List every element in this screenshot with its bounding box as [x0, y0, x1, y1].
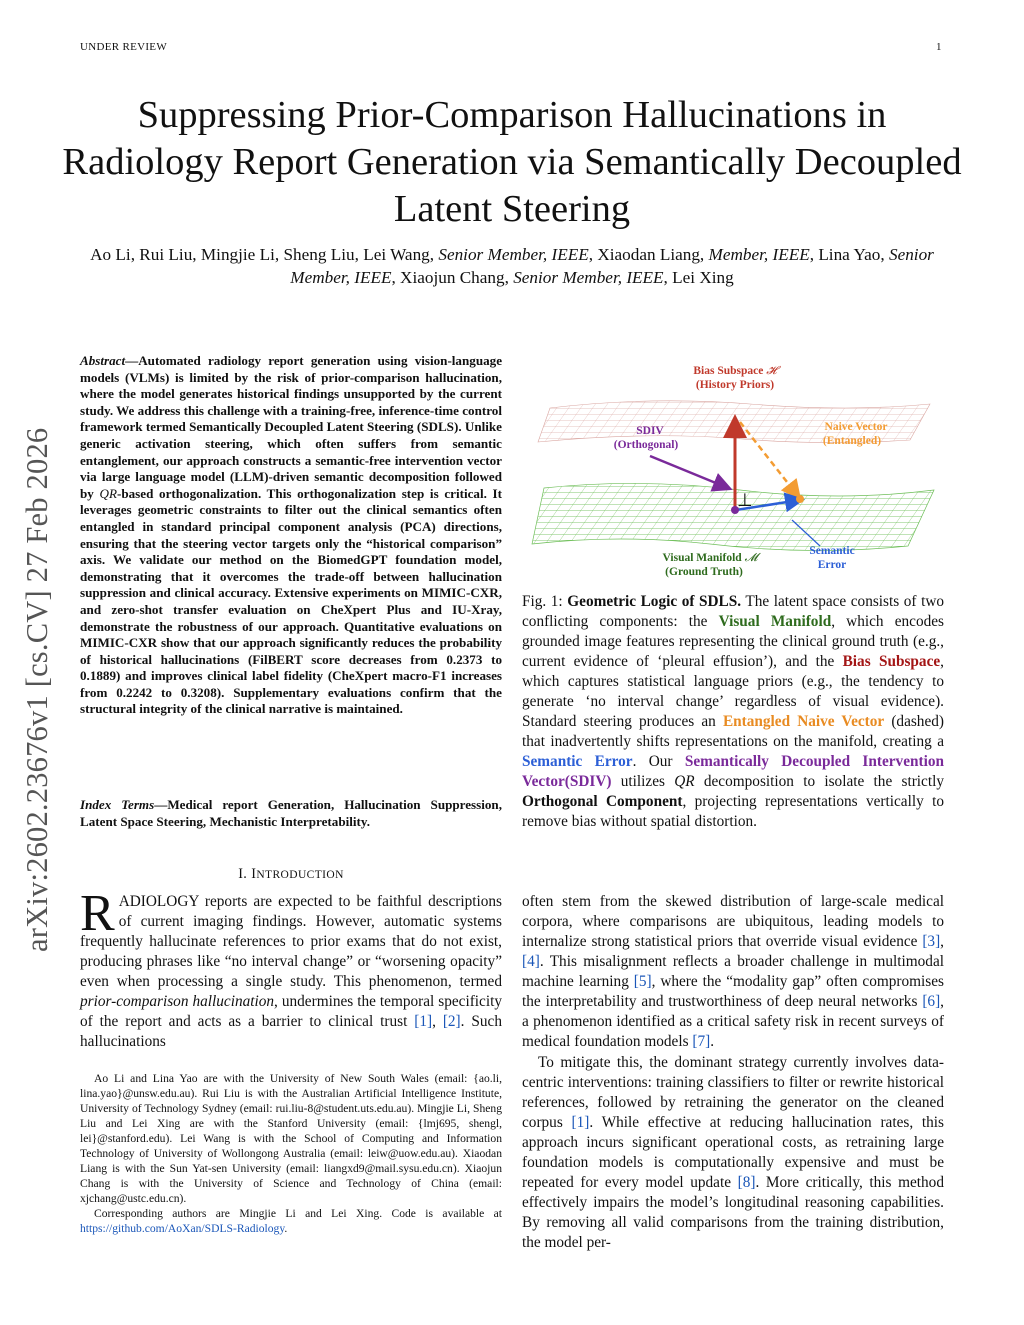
figure-1	[530, 360, 942, 582]
citation-link[interactable]: [6]	[922, 993, 941, 1010]
paper-title: Suppressing Prior-Comparison Hallucinations in Radiology Report Generation via Semantically Decoupled Latent Steering	[62, 94, 962, 230]
intro-paragraph-right-1: often stem from the skewed distribution of large-scale medical corpora, where comparisons are ubiquitous, leading models to internalize strong statistical priors that override visual evidence [3], [4]. This misalignment reflects a broader challenge in multimodal machine learning [5], where the “modality gap” often compromises the interpretability and trustworthiness of deep neural networks [6], a phenomenon identified as a critical safety risk in recent surveys of medical foundation models [7].	[522, 893, 944, 1050]
intro-paragraph-left: RADIOLOGY reports are expected to be faithful descriptions of current imaging findings. However, automatic systems frequently hallucinate references to prior exams that do not exist, producing phrases like “no interval change” or “worsening opacity” even when processing a single study. This phenomenon, termed prior-comparison hallucination, undermines the temporal specificity of the report and acts as a barrier to clinical trust [1], [2]. Such hallucinations	[80, 885, 502, 1050]
orthogonal-marker: ⊥	[737, 490, 753, 510]
citation-link[interactable]: [1]	[414, 1013, 433, 1030]
citation-link[interactable]: [4]	[522, 953, 540, 970]
section-heading: I. INTRODUCTION	[238, 866, 344, 882]
ground-truth-label: (Ground Truth)	[665, 566, 743, 578]
corresponding-footnote: Corresponding authors are Mingjie Li and Lei Xing. Code is available at https://github.com/AoXan/SDLS-Radiology.	[80, 1207, 502, 1235]
citation-link[interactable]: [5]	[633, 973, 652, 990]
arxiv-stamp: arXiv:2602.23676v1 [cs.CV] 27 Feb 2026	[20, 427, 54, 952]
bias-subspace-label: Bias Subspace 𝓗	[693, 365, 777, 377]
visual-manifold-plane	[532, 483, 934, 550]
sdiv-arrow	[650, 456, 728, 488]
citation-link[interactable]: [8]	[737, 1174, 756, 1191]
visual-manifold-label: Visual Manifold 𝓜	[662, 552, 758, 564]
author-list: Ao Li, Rui Liu, Mingjie Li, Sheng Liu, Lei Wang, Senior Member, IEEE, Xiaodan Liang, Member, IEEE, Lina Yao, Senior Member, IEEE, Xiaojun Chang, Senior Member, IEEE, Lei Xing	[90, 245, 934, 287]
index-terms: Index Terms—Medical report Generation, Hallucination Suppression, Latent Space Steering, Mechanistic Interpretability.	[80, 797, 502, 829]
citation-link[interactable]: [2]	[442, 1013, 461, 1030]
page-number: 1	[936, 41, 942, 53]
affiliation-footnote: Ao Li and Lina Yao are with the University of New South Wales (email: {ao.li, lina.yao}@unsw.edu.au). Rui Liu is with the Australian Artificial Intelligence Institute, University of Technology Sydney (email: rui.liu-8@student.uts.edu.au). Mingjie Li, Sheng Liu and Lei Xing are with the Stanford University (email: {lmj695, shengl, lei}@stanford.edu). Lei Wang is with the School of Computing and Information Technology of University of Wollongong Australia (email: leiw@uow.edu.au). Xiaodan Liang is with the Sun Yat-sen University (email: liangxd9@mail.sysu.edu.cn). Xiaojun Chang is with the University of Science and Technology of China (email: xjchang@ustc.edu.cn).	[80, 1072, 502, 1205]
geometric-diagram	[530, 360, 942, 582]
citation-link[interactable]: [7]	[692, 1033, 711, 1050]
orthogonal-label: (Orthogonal)	[613, 439, 679, 451]
footnotes	[80, 1071, 502, 1236]
intro-paragraph-right-2: To mitigate this, the dominant strategy currently involves data-centric interventions: training classifiers to filter or rewrite historical references, followed by retraining the generator on the cleaned corpus [1]. While effective at reducing hallucination rates, this approach incurs significant operational costs, as retraining large foundation models is computationally expensive and must be repeated for every model update [8]. More critically, this method effectively impairs the model’s longitudinal reasoning capabilities. By removing all valid comparisons from the training distribution, the model per-	[522, 1054, 945, 1251]
figure-caption: Fig. 1: Geometric Logic of SDLS. The latent space consists of two conflicting components: the Visual Manifold, which encodes grounded image features representing the clinical ground truth (e.g., current evidence of ‘pleural effusion’), and the Bias Subspace, which captures statistical language priors (e.g., the tendency to generate ‘no interval change’ regardless of visual evidence). Standard steering produces an Entangled Naive Vector (dashed) that inadvertently shifts representations on the manifold, creating a Semantic Error. Our Semantically Decoupled Intervention Vector(SDIV) utilizes QR decomposition to isolate the strictly Orthogonal Component, projecting representations vertically to remove bias without spatial distortion.	[522, 593, 945, 830]
naive-endpoint	[796, 495, 804, 503]
drop-cap: R	[80, 885, 115, 942]
error-label: Error	[817, 559, 847, 571]
sdiv-label: SDIV	[636, 425, 664, 437]
citation-link[interactable]: [1]	[571, 1114, 590, 1131]
code-link[interactable]: https://github.com/AoXan/SDLS-Radiology	[80, 1222, 285, 1235]
abstract: Abstract—Automated radiology report generation using vision-language models (VLMs) is limited by the risk of prior-comparison hallucination, where the model generates historical findings unsupported by the current study. We address this challenge with a training-free, inference-time control framework termed Semantically Decoupled Latent Steering (SDLS). Unlike generic activation steering, which often suffers from semantic entanglement, our approach constructs a semantic-free intervention vector via large language model (LLM)-driven semantic decomposition followed by QR-based orthogonalization. This orthogonalization step is critical. It leverages geometric constraints to filter out the clinical semantics often entangled in standard principal component analysis (PCA) directions, ensuring that the steering vector targets only the “historical comparison” axis. We validate our method on the BiomedGPT foundation model, demonstrating that it overcomes the trade-off between hallucination suppression and clinical accuracy. Extensive experiments on MIMIC-CXR, and zero-shot transfer evaluation on CheXpert Plus and IU-Xray, demonstrate the robustness of our approach. Quantitative evaluations on MIMIC-CXR show that our approach significantly reduces the probability of historical hallucinations (FilBERT score decreases from 0.2373 to 0.1889) and improves clinical label fidelity (CheXpert macro-F1 increases from 0.2242 to 0.3208). Supplementary evaluations confirm that the structural integrity of the clinical narrative is maintained.	[80, 353, 502, 717]
running-header: UNDER REVIEW	[80, 41, 168, 53]
semantic-label: Semantic	[809, 545, 855, 557]
naive-vector-label: Naive Vector	[824, 421, 888, 433]
history-priors-label: (History Priors)	[695, 379, 775, 391]
entangled-label: (Entangled)	[822, 435, 882, 447]
citation-link[interactable]: [3]	[922, 933, 941, 950]
